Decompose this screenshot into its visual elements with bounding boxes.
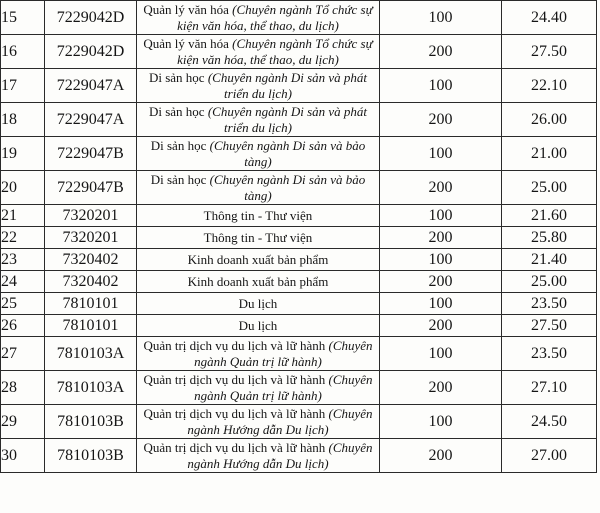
admission-method-cell: 100: [380, 137, 502, 171]
specialization-name: (Chuyên ngành Di sản và bảo tàng): [209, 171, 366, 203]
row-number-cell: 19: [1, 137, 45, 171]
major-name-cell: [137, 1, 380, 35]
major-code-cell: 7229047A: [45, 103, 137, 137]
major-code-cell: 7229047A: [45, 69, 137, 103]
specialization-name: (Chuyên ngành Tổ chức sự kiện văn hóa, thể thao, du lịch): [177, 35, 373, 67]
specialization-name: (Chuyên ngành Hướng dẫn Du lịch): [187, 405, 373, 437]
major-code-cell: 7229047B: [45, 171, 137, 205]
major-name-cell: [137, 205, 380, 227]
major-code-cell: 7810103B: [45, 439, 137, 473]
specialization-name: (Chuyên ngành Hướng dẫn Du lịch): [187, 439, 373, 471]
row-number-cell: 30: [1, 439, 45, 473]
table-row: [1, 337, 597, 371]
specialization-name: (Chuyên ngành Tổ chức sự kiện văn hóa, thể thao, du lịch): [177, 1, 373, 33]
admission-method-cell: 100: [380, 293, 502, 315]
major-code-cell: 7320402: [45, 249, 137, 271]
cutoff-score-cell: 27.00: [502, 439, 597, 473]
major-name: Di sản học: [148, 103, 205, 119]
major-code-cell: 7810101: [45, 293, 137, 315]
row-number-cell: 22: [1, 227, 45, 249]
major-name: Di sản học: [148, 69, 205, 85]
row-number-cell: 28: [1, 371, 45, 405]
major-name-cell: [137, 371, 380, 405]
row-number-cell: 17: [1, 69, 45, 103]
row-number-cell: 27: [1, 337, 45, 371]
admission-method-cell: 200: [380, 103, 502, 137]
row-number-cell: 23: [1, 249, 45, 271]
table-row: [1, 171, 597, 205]
cutoff-score-cell: 24.40: [502, 1, 597, 35]
major-name: Kinh doanh xuất bản phẩm: [187, 273, 329, 289]
admission-method-cell: 100: [380, 205, 502, 227]
major-code-cell: 7320201: [45, 227, 137, 249]
cutoff-score-cell: 23.50: [502, 293, 597, 315]
major-code-cell: 7810101: [45, 315, 137, 337]
cutoff-score-cell: 26.00: [502, 103, 597, 137]
admission-method-cell: 100: [380, 249, 502, 271]
admission-method-cell: 200: [380, 315, 502, 337]
specialization-name: (Chuyên ngành Di sản và phát triển du lịch): [207, 69, 368, 101]
table-row: [1, 249, 597, 271]
cutoff-score-cell: 27.50: [502, 315, 597, 337]
major-code-cell: 7810103A: [45, 337, 137, 371]
row-number-cell: 16: [1, 35, 45, 69]
major-name-cell: [137, 35, 380, 69]
row-number-cell: 24: [1, 271, 45, 293]
major-code-cell: 7810103B: [45, 405, 137, 439]
cutoff-score-cell: 22.10: [502, 69, 597, 103]
row-number-cell: 26: [1, 315, 45, 337]
cutoff-score-cell: 21.40: [502, 249, 597, 271]
major-name: Thông tin - Thư viện: [203, 207, 313, 223]
cutoff-score-cell: 21.00: [502, 137, 597, 171]
major-name-cell: [137, 315, 380, 337]
major-code-cell: 7229047B: [45, 137, 137, 171]
cutoff-score-cell: 21.60: [502, 205, 597, 227]
major-name: Quản lý văn hóa: [143, 35, 229, 51]
admission-method-cell: 100: [380, 1, 502, 35]
admission-method-cell: 200: [380, 171, 502, 205]
admission-method-cell: 200: [380, 271, 502, 293]
table-row: [1, 205, 597, 227]
row-number-cell: 21: [1, 205, 45, 227]
specialization-name: (Chuyên ngành Di sản và bảo tàng): [209, 137, 366, 169]
specialization-name: (Chuyên ngành Di sản và phát triển du lịch): [207, 103, 368, 135]
major-name-cell: [137, 103, 380, 137]
table-body: [1, 1, 597, 473]
major-name: Du lịch: [238, 317, 278, 333]
row-number-cell: 29: [1, 405, 45, 439]
table-row: [1, 69, 597, 103]
table-row: [1, 439, 597, 473]
table-row: [1, 227, 597, 249]
major-name: Quản lý văn hóa: [143, 1, 229, 17]
cutoff-score-cell: 25.80: [502, 227, 597, 249]
table-row: [1, 405, 597, 439]
major-name: Quản trị dịch vụ du lịch và lữ hành: [143, 439, 326, 455]
major-name-cell: [137, 337, 380, 371]
row-number-cell: 18: [1, 103, 45, 137]
major-name-cell: [137, 171, 380, 205]
major-name-cell: [137, 293, 380, 315]
specialization-name: (Chuyên ngành Quản trị lữ hành): [194, 371, 373, 403]
admission-method-cell: 200: [380, 371, 502, 405]
major-code-cell: 7320402: [45, 271, 137, 293]
admission-method-cell: 200: [380, 439, 502, 473]
cutoff-score-cell: 23.50: [502, 337, 597, 371]
table-row: [1, 35, 597, 69]
major-code-cell: 7229042D: [45, 35, 137, 69]
admission-method-cell: 100: [380, 69, 502, 103]
major-name-cell: [137, 249, 380, 271]
cutoff-score-cell: 24.50: [502, 405, 597, 439]
table-row: [1, 293, 597, 315]
admission-method-cell: 200: [380, 35, 502, 69]
row-number-cell: 25: [1, 293, 45, 315]
major-name: Di sản học: [150, 137, 207, 153]
row-number-cell: 20: [1, 171, 45, 205]
cutoff-score-cell: 25.00: [502, 171, 597, 205]
admission-method-cell: 100: [380, 405, 502, 439]
specialization-name: (Chuyên ngành Quản trị lữ hành): [194, 337, 373, 369]
admission-method-cell: 200: [380, 227, 502, 249]
row-number-cell: 15: [1, 1, 45, 35]
major-name-cell: [137, 439, 380, 473]
cutoff-score-cell: 25.00: [502, 271, 597, 293]
major-name-cell: [137, 137, 380, 171]
major-name: Kinh doanh xuất bản phẩm: [187, 251, 329, 267]
major-name-cell: [137, 69, 380, 103]
major-code-cell: 7229042D: [45, 1, 137, 35]
cutoff-score-cell: 27.10: [502, 371, 597, 405]
table-row: [1, 315, 597, 337]
major-code-cell: 7810103A: [45, 371, 137, 405]
table-row: [1, 271, 597, 293]
major-name: Quản trị dịch vụ du lịch và lữ hành: [143, 371, 326, 387]
major-name: Quản trị dịch vụ du lịch và lữ hành: [143, 405, 326, 421]
major-name: Di sản học: [150, 171, 207, 187]
major-name: Quản trị dịch vụ du lịch và lữ hành: [143, 337, 326, 353]
major-name-cell: [137, 227, 380, 249]
table-row: [1, 103, 597, 137]
major-name: Thông tin - Thư viện: [203, 229, 313, 245]
major-name: Du lịch: [238, 295, 278, 311]
major-code-cell: 7320201: [45, 205, 137, 227]
table-row: [1, 1, 597, 35]
table-row: [1, 371, 597, 405]
admission-method-cell: 100: [380, 337, 502, 371]
table-row: [1, 137, 597, 171]
major-name-cell: [137, 405, 380, 439]
major-name-cell: [137, 271, 380, 293]
cutoff-score-cell: 27.50: [502, 35, 597, 69]
